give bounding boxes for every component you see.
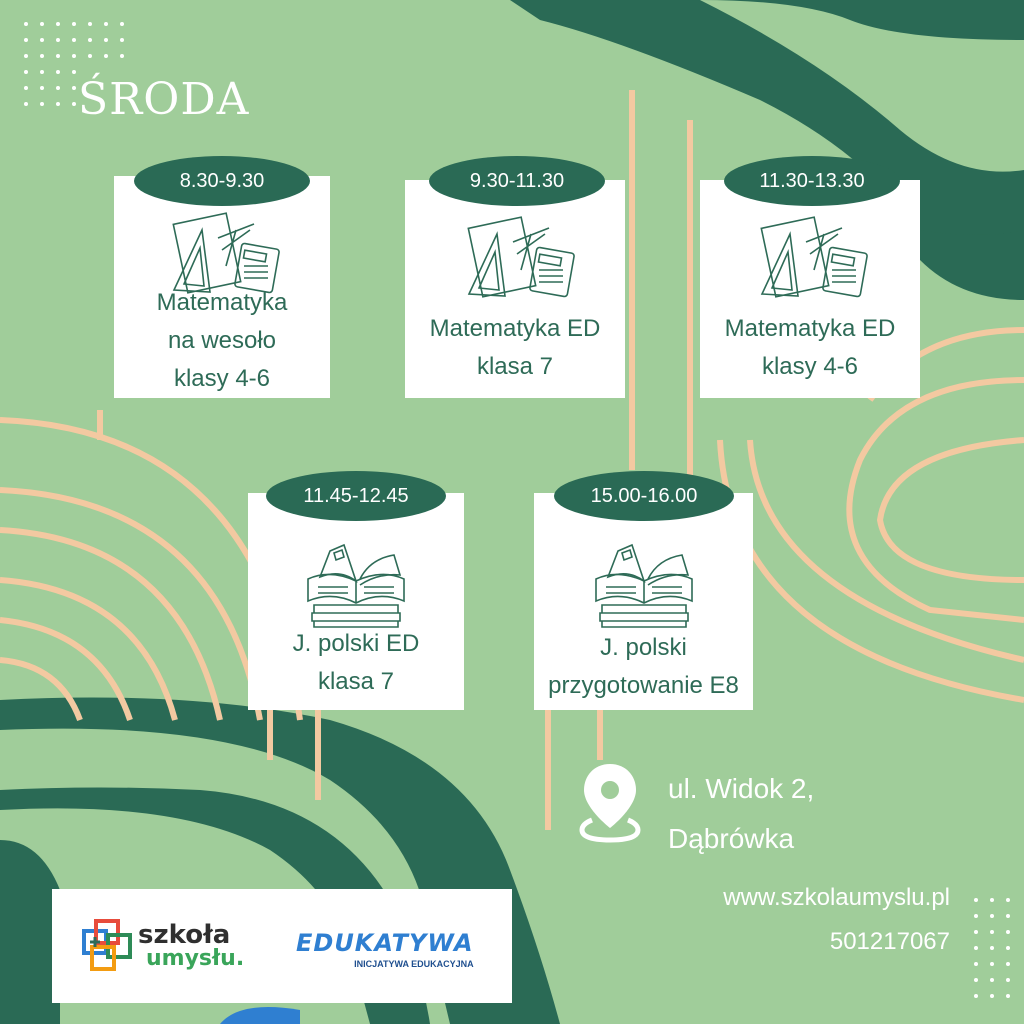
address: ul. Widok 2, Dąbrówka [668,773,815,854]
logo-panel [52,889,512,1003]
time-badge: 15.00-16.00 [554,471,734,521]
time-badge: 11.30-13.30 [724,156,900,206]
class-subject: Matematyka na wesoło klasy 4-6 [156,289,288,392]
math-tools-icon [457,214,577,302]
class-subject: J. polski przygotowanie E8 [548,634,739,699]
class-subject: J. polski ED klasa 7 [292,630,420,695]
edukatywa-logo: EDUKATYWA INICJATYWA EDUKACYJNA [296,929,474,969]
szkola-umyslu-logo-icon [82,917,136,973]
szkola-umyslu-logo: szkoła umysłu. [138,920,245,971]
time-badge: 9.30-11.30 [429,156,605,206]
dot-pattern-bottom-right [972,896,1012,1006]
website-link[interactable]: www.szkolaumyslu.pl [723,884,950,911]
math-tools-icon [750,214,870,302]
location-pin-icon [578,762,642,844]
class-card[interactable] [248,484,464,710]
time-badge: 8.30-9.30 [134,156,310,206]
phone-number[interactable]: 501217067 [829,928,950,955]
class-subject: Matematyka ED klasa 7 [429,315,601,380]
time-badge: 11.45-12.45 [266,471,446,521]
contact-info [723,876,950,964]
page-title: ŚRODA [78,74,250,125]
class-card[interactable] [700,169,920,398]
open-book-icon [300,541,412,631]
class-card[interactable] [405,169,625,398]
open-book-icon [588,541,700,631]
class-subject: Matematyka ED klasy 4-6 [724,315,896,380]
class-card[interactable] [114,169,330,398]
class-card[interactable] [534,484,753,710]
